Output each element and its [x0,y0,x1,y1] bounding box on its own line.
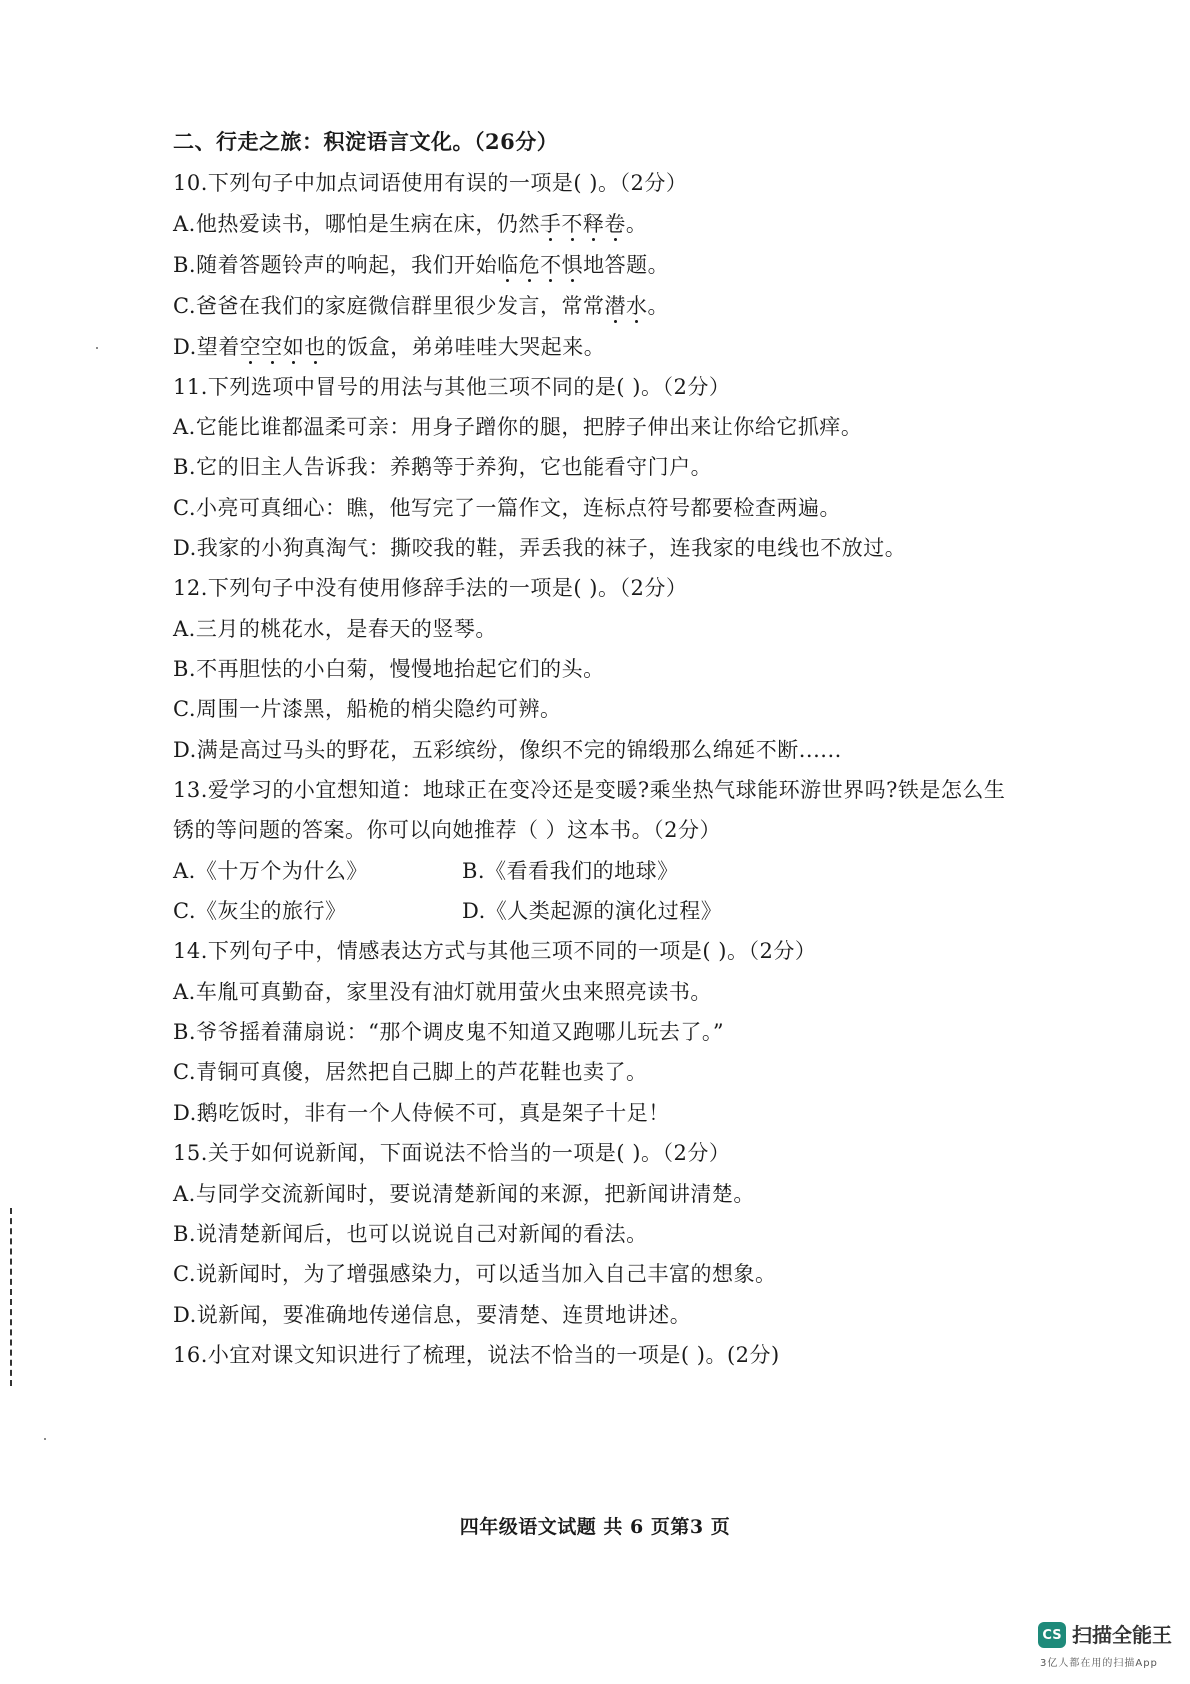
option-text: 地答题。 [583,253,670,277]
question-15-option-b: B.说清楚新闻后，也可以说说自己对新闻的看法。 [173,1222,648,1246]
option-text: A.他热爱读书，哪怕是生病在床，仍然 [173,212,540,236]
question-13-stem-line-2: 锈的等问题的答案。你可以向她推荐（ ）这本书。（2分） [173,818,722,842]
scanner-app-watermark [1038,1622,1178,1678]
question-10-option-b [173,251,669,279]
question-11-option-c: C.小亮可真细心：瞧，他写完了一篇作文，连标点符号都要检查两遍。 [173,496,841,520]
question-12-stem: 12.下列句子中没有使用修辞手法的一项是( )。（2分） [173,576,688,600]
option-text: C.爸爸在我们的家庭微信群里很少发言，常常 [173,294,605,318]
question-11-option-a: A.它能比谁都温柔可亲：用身子蹭你的腿，把脖子伸出来让你给它抓痒。 [173,415,863,439]
emphasized-word: 潜水 [605,292,648,320]
question-14-option-a: A.车胤可真勤奋，家里没有油灯就用萤火虫来照亮读书。 [173,980,712,1004]
question-12-option-b: B.不再胆怯的小白菊，慢慢地抬起它们的头。 [173,657,605,681]
emphasized-word: 临危不惧 [497,251,583,279]
question-15-stem: 15.关于如何说新闻，下面说法不恰当的一项是( )。（2分） [173,1141,731,1165]
option-text: B.随着答题铃声的响起，我们开始 [173,253,498,277]
cs-logo-icon: CS [1038,1622,1066,1648]
question-10-option-c [173,292,669,320]
question-14-option-d: D.鹅吃饭时，非有一个人侍候不可，真是架子十足！ [173,1101,670,1125]
option-text: 的饭盒，弟弟哇哇大哭起来。 [325,335,606,359]
section-heading: 二、行走之旅：积淀语言文化。（26分） [173,129,559,154]
question-12-option-c: C.周围一片漆黑，船桅的梢尖隐约可辨。 [173,697,562,721]
scan-speck [96,347,98,349]
question-10-option-a [173,210,647,238]
question-14-stem: 14.下列句子中，情感表达方式与其他三项不同的一项是( )。（2分） [173,939,817,963]
question-11-option-d: D.我家的小狗真淘气：撕咬我的鞋，弄丢我的袜子，连我家的电线也不放过。 [173,536,907,560]
app-tagline: 3亿人都在用的扫描App [1040,1658,1158,1669]
question-16-stem: 16.小宜对课文知识进行了梳理，说法不恰当的一项是( )。(2分) [173,1343,780,1367]
option-text: 。 [625,212,648,236]
question-11-option-b: B.它的旧主人告诉我：养鹅等于养狗，它也能看守门户。 [173,455,713,479]
option-text: 。 [647,294,669,318]
option-text: D.望着 [173,335,240,359]
app-name: 扫描全能王 [1072,1623,1172,1647]
emphasized-word: 空空如也 [240,333,326,361]
question-10-option-d [173,333,605,361]
question-12-option-a: A.三月的桃花水，是春天的竖琴。 [173,617,497,641]
question-12-option-d: D.满是高过马头的野花，五彩缤纷，像织不完的锦缎那么绵延不断...... [173,738,842,762]
question-14-option-c: C.青铜可真傻，居然把自己脚上的芦花鞋也卖了。 [173,1060,648,1084]
question-13-stem-line-1: 13.爱学习的小宜想知道：地球正在变冷还是变暖?乘坐热气球能环游世界吗?铁是怎么生 [173,778,1006,802]
emphasized-word: 手不释卷 [540,210,626,238]
question-13-option-d: D.《人类起源的演化过程》 [462,899,723,923]
binding-margin-mark [10,1208,20,1386]
question-13-option-a: A.《十万个为什么》 [173,859,368,883]
question-13-option-b: B.《看看我们的地球》 [462,859,679,883]
question-10-stem: 10.下列句子中加点词语使用有误的一项是( )。（2分） [173,171,688,195]
question-15-option-c: C.说新闻时，为了增强感染力，可以适当加入自己丰富的想象。 [173,1262,777,1286]
question-13-option-c: C.《灰尘的旅行》 [173,899,347,923]
question-15-option-a: A.与同学交流新闻时，要说清楚新闻的来源，把新闻讲清楚。 [173,1182,755,1206]
scan-speck [44,1438,46,1440]
question-15-option-d: D.说新闻，要准确地传递信息，要清楚、连贯地讲述。 [173,1303,692,1327]
question-14-option-b: B.爷爷摇着蒲扇说：“那个调皮鬼不知道又跑哪儿玩去了。” [173,1020,725,1044]
page-footer: 四年级语文试题 共 6 页第3 页 [459,1516,731,1538]
question-11-stem: 11.下列选项中冒号的用法与其他三项不同的是( )。（2分） [173,375,731,399]
